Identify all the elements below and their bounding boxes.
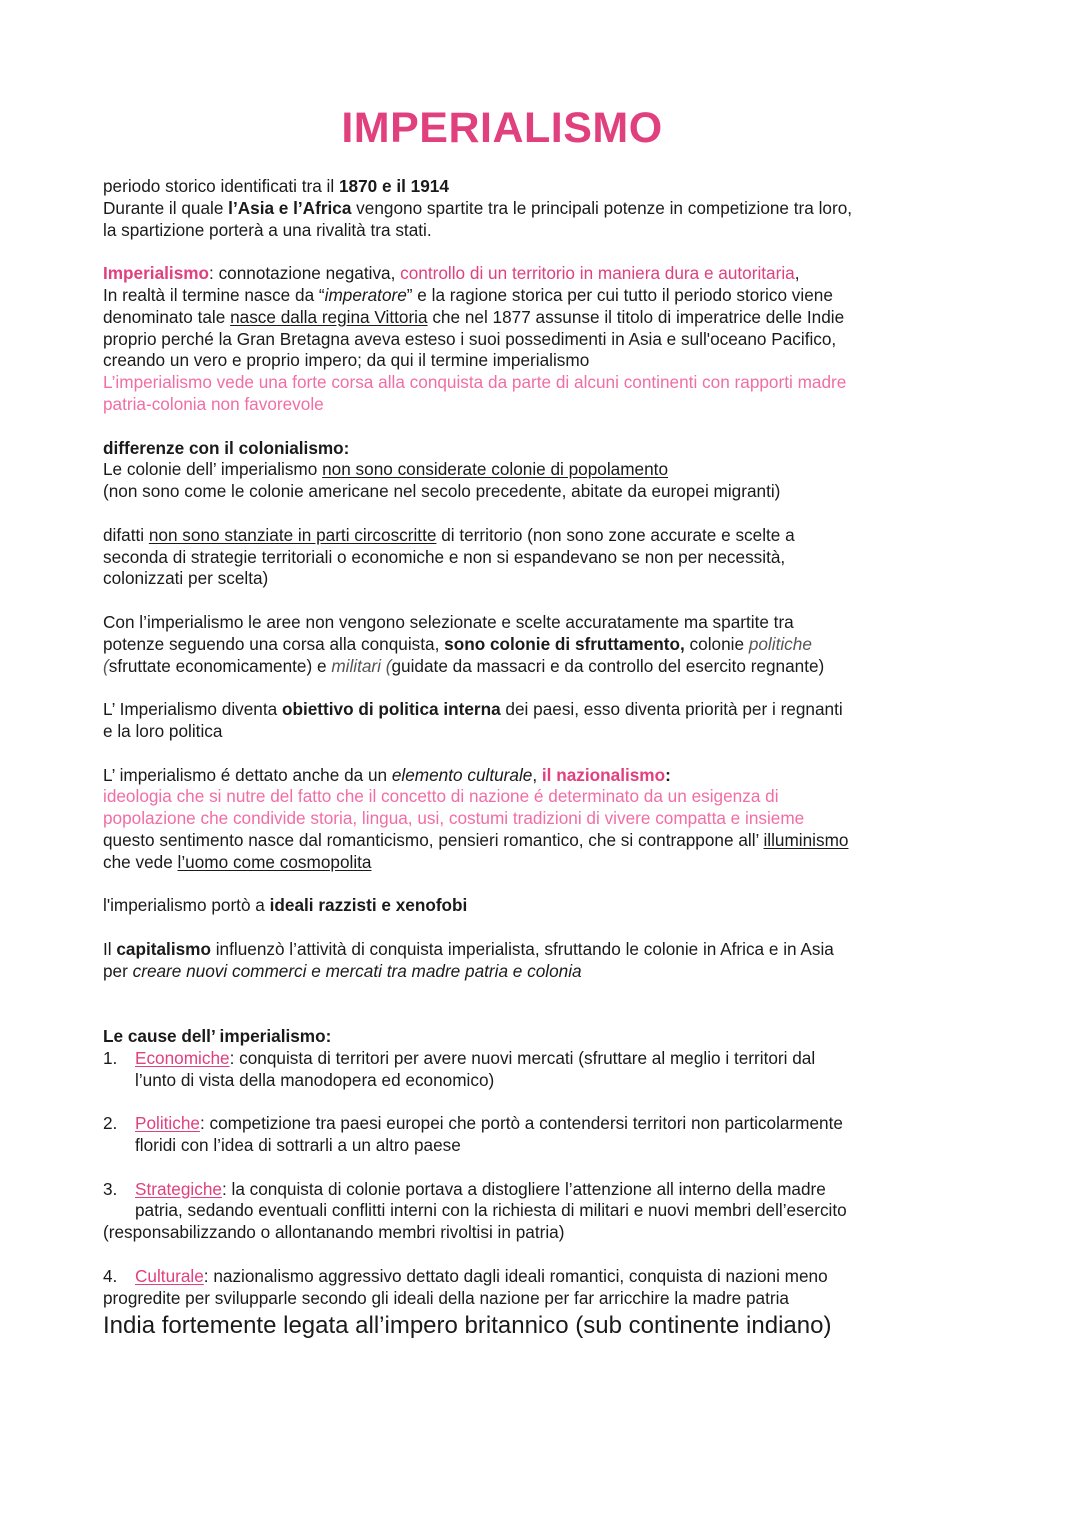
text: In realtà il termine nasce da “ bbox=[103, 284, 325, 305]
cause-line bbox=[103, 1179, 983, 1201]
differences-line-3 bbox=[103, 525, 983, 547]
text: ” e la ragione storica per cui tutto il periodo storico viene bbox=[406, 284, 833, 305]
text: : nazionalismo aggressivo dettato dagli ideali romantici, conquista di nazioni meno bbox=[203, 1265, 828, 1286]
intro-line-2 bbox=[103, 198, 983, 220]
differences-line-2: (non sono come le colonie americane nel secolo precedente, abitate da europei migranti) bbox=[103, 481, 781, 502]
list-number: 1. bbox=[103, 1047, 118, 1068]
text: di territorio (non sono zone accurate e scelte a bbox=[436, 524, 795, 545]
cause-label: Strategiche bbox=[135, 1178, 222, 1199]
text: Il bbox=[103, 938, 117, 959]
list-number: 2. bbox=[103, 1113, 118, 1134]
text: colonie bbox=[684, 633, 749, 654]
cause-label: Economiche bbox=[135, 1047, 230, 1068]
text: per bbox=[103, 960, 133, 981]
definition-line-4: proprio perché la Gran Bretagna aveva esteso i suoi possedimenti in Asia e sull'oceano Pacifico, bbox=[103, 328, 837, 349]
italic-text: creare nuovi commerci e mercati tra madre patria e colonia bbox=[132, 960, 582, 981]
nationalism-section bbox=[103, 765, 983, 874]
india-note: India fortemente legata all’impero britannico (sub continente indiano) bbox=[103, 1312, 832, 1340]
text: : bbox=[665, 764, 671, 785]
italic-text: militari ( bbox=[331, 655, 392, 676]
intro-section bbox=[103, 176, 983, 241]
text: questo sentimento nasce dal romanticismo, pensieri romantico, che si contrappone all’ bbox=[103, 829, 764, 850]
text: influenzò l’attività di conquista imperialista, sfruttando le colonie in Africa e in Asia bbox=[210, 938, 834, 959]
text: guidate da massacri e da controllo del esercito regnante) bbox=[391, 655, 825, 676]
differences-line-5: colonizzati per scelta) bbox=[103, 568, 269, 589]
cause-line bbox=[103, 1048, 983, 1070]
text: periodo storico identificati tra il bbox=[103, 176, 339, 196]
text: difatti bbox=[103, 524, 149, 545]
nationalism-line-2: ideologia che si nutre del fatto che il concetto di nazione é determinato da un esigenza di bbox=[103, 786, 779, 807]
causes-heading: Le cause dell’ imperialismo: bbox=[103, 1026, 332, 1047]
cause-line: (responsabilizzando o allontanando membri rivoltisi in patria) bbox=[103, 1222, 565, 1243]
text: l'imperialismo portò a bbox=[103, 895, 270, 916]
text: che vede bbox=[103, 851, 178, 872]
highlight-text: controllo di un territorio in maniera dura e autoritaria bbox=[400, 263, 795, 284]
text: Durante il quale bbox=[103, 197, 229, 218]
nationalism-line-1 bbox=[103, 765, 983, 787]
bold-text: ideali razzisti e xenofobi bbox=[269, 895, 468, 916]
definition-line-2 bbox=[103, 285, 983, 307]
document-body bbox=[103, 176, 983, 1341]
cause-line bbox=[103, 1266, 983, 1288]
definition-line-6: L’imperialismo vede una forte corsa alla conquista da parte di alcuni continenti con rapporti madre bbox=[103, 372, 847, 393]
text: : conquista di territori per avere nuovi mercati (sfruttare al meglio i territori dal bbox=[229, 1047, 816, 1068]
politics-line-2: e la loro politica bbox=[103, 720, 223, 741]
differences-line-7 bbox=[103, 634, 983, 656]
underlined-text: non sono considerate colonie di popolamento bbox=[322, 459, 669, 480]
text: che nel 1877 assunse il titolo di imperatrice delle Indie bbox=[427, 306, 845, 327]
text: , bbox=[794, 263, 800, 284]
definition-section bbox=[103, 263, 983, 416]
underlined-text: nasce dalla regina Vittoria bbox=[230, 306, 428, 327]
differences-section bbox=[103, 438, 983, 678]
italic-text: ( bbox=[103, 655, 109, 676]
intro-line-1 bbox=[103, 176, 983, 198]
cause-label: Culturale bbox=[135, 1265, 204, 1286]
definition-line-7: patria-colonia non favorevole bbox=[103, 393, 324, 414]
text: dei paesi bbox=[500, 699, 575, 720]
underlined-text: illuminismo bbox=[763, 829, 849, 850]
cause-line: floridi con l’idea di sottrarli a un altro paese bbox=[135, 1135, 461, 1156]
bold-text: sono colonie di sfruttamento, bbox=[444, 633, 685, 654]
differences-line-4: seconda di strategie territoriali o economiche e non si espandevano se non per necessità, bbox=[103, 546, 786, 567]
cause-item-economiche bbox=[103, 1048, 983, 1092]
continents: l’Asia e l’Africa bbox=[228, 197, 352, 218]
nationalism-line-5 bbox=[103, 852, 983, 874]
cause-item-culturale bbox=[103, 1266, 983, 1310]
text: : competizione tra paesi europei che portò a contendersi territori non particolarmente bbox=[199, 1113, 843, 1134]
definition-line-3 bbox=[103, 307, 983, 329]
politics-line-1 bbox=[103, 699, 983, 721]
differences-line-8 bbox=[103, 656, 983, 678]
text: denominato tale bbox=[103, 306, 231, 327]
italic-text: elemento culturale bbox=[391, 764, 533, 785]
intro-line-3: la spartizione porterà a una rivalità tra stati. bbox=[103, 219, 432, 240]
cause-line bbox=[103, 1113, 983, 1135]
cause-line: patria, sedando eventuali conflitti interni con la richiesta di militari e nuovi membri dell’esercito bbox=[135, 1200, 847, 1221]
text: L’ imperialismo é dettato anche da un bbox=[103, 764, 392, 785]
cause-item-strategiche bbox=[103, 1179, 983, 1244]
page-title: IMPERIALISMO bbox=[341, 104, 663, 152]
term-nazionalismo: il nazionalismo bbox=[541, 764, 666, 785]
text: sfruttate economicamente) e bbox=[108, 655, 332, 676]
racism-line bbox=[103, 895, 983, 917]
capitalism-section bbox=[103, 939, 983, 983]
causes-section bbox=[103, 1026, 983, 1341]
period-dates: 1870 e il 1914 bbox=[338, 176, 449, 196]
list-number: 4. bbox=[103, 1265, 118, 1286]
nationalism-line-4 bbox=[103, 830, 983, 852]
text: potenze seguendo una corsa alla conquista, bbox=[103, 633, 445, 654]
capitalism-line-2 bbox=[103, 961, 983, 983]
list-number: 3. bbox=[103, 1178, 118, 1199]
racism-section bbox=[103, 895, 983, 917]
cause-label: Politiche bbox=[135, 1113, 200, 1134]
differences-heading: differenze con il colonialismo: bbox=[103, 437, 350, 458]
text: L’ Imperialismo diventa bbox=[103, 699, 282, 720]
italic-text: imperatore bbox=[324, 284, 407, 305]
underlined-text: non sono stanziate in parti circoscritte bbox=[148, 524, 437, 545]
definition-line-5: creando un vero e proprio impero; da qui il termine imperialismo bbox=[103, 350, 590, 371]
cause-line: l’unto di vista della manodopera ed economico) bbox=[135, 1069, 495, 1090]
capitalism-line-1 bbox=[103, 939, 983, 961]
text: , bbox=[532, 764, 542, 785]
cause-line: progredite per svilupparle secondo gli ideali della nazione per far arricchire la madre patria bbox=[103, 1287, 789, 1308]
politics-section bbox=[103, 699, 983, 743]
term-imperialismo: Imperialismo bbox=[103, 263, 210, 284]
differences-line-6: Con l’imperialismo le aree non vengono selezionate e scelte accuratamente ma spartite tra bbox=[103, 611, 794, 632]
text: Le colonie dell’ imperialismo bbox=[103, 459, 323, 480]
text: : connotazione negativa, bbox=[209, 263, 401, 284]
definition-line-1 bbox=[103, 263, 983, 285]
cause-item-politiche bbox=[103, 1113, 983, 1157]
bold-text: capitalismo bbox=[116, 938, 211, 959]
italic-text: politiche bbox=[748, 633, 812, 654]
text: : la conquista di colonie portava a distogliere l’attenzione all interno della madre bbox=[221, 1178, 826, 1199]
nationalism-line-3: popolazione che condivide storia, lingua, usi, costumi tradizioni di vivere compatta e insieme bbox=[103, 808, 805, 829]
text: , esso diventa priorità per i regnanti bbox=[574, 699, 843, 720]
text: vengono spartite tra le principali potenze in competizione tra loro, bbox=[351, 197, 853, 218]
differences-line-1 bbox=[103, 459, 983, 481]
underlined-text: l’uomo come cosmopolita bbox=[177, 851, 372, 872]
bold-text: obiettivo di politica interna bbox=[281, 699, 501, 720]
